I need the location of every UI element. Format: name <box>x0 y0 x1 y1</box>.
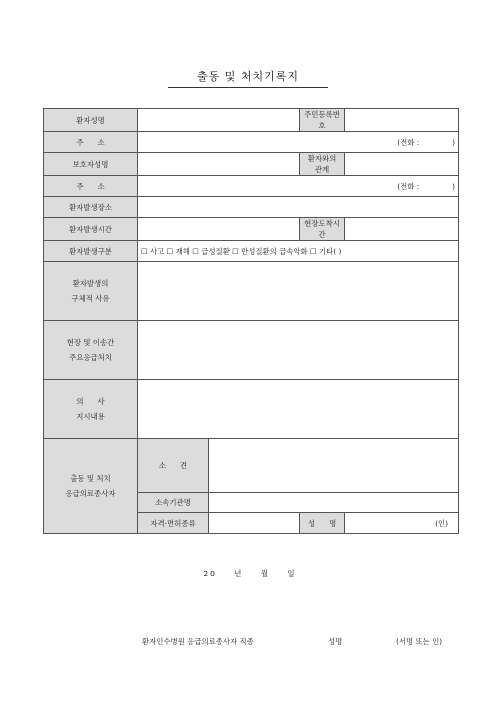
sign-or-seal-label: (서명 또는 인) <box>396 637 443 646</box>
label-staff-line2: 응급의료종사자 <box>65 489 116 498</box>
occur-type-options[interactable]: ☐ 사고 ☐ 재해 ☐ 급성질환 ☐ 만성질환의 급속악화 ☐ 기타( ) <box>138 241 459 262</box>
label-doctor <box>44 380 138 439</box>
input-first-aid[interactable] <box>138 321 459 380</box>
label-affiliation: 소속기관명 <box>138 493 209 513</box>
record-form-table <box>43 108 459 534</box>
label-first-aid-line1: 현장 및 이송간 <box>66 338 115 347</box>
row-address-2 <box>44 176 459 197</box>
row-occur-time <box>44 218 459 241</box>
input-resident-no[interactable] <box>345 109 459 132</box>
label-opinion-text: 소 견 <box>158 461 188 470</box>
label-first-aid <box>44 321 138 380</box>
phone-label: (전화 : ) <box>397 137 456 147</box>
label-occur-place: 환자발생장소 <box>44 197 138 218</box>
label-resident-no: 주민등록번호 <box>300 109 345 132</box>
receiver-label: 환자인수병원 응급의료종사자 직종 <box>142 637 254 646</box>
sign-name-label: 성명 <box>328 637 343 646</box>
label-address-2-text: 주 소 <box>76 181 105 191</box>
row-doctor <box>44 380 459 439</box>
input-name[interactable] <box>345 513 459 534</box>
input-occur-time[interactable] <box>138 218 300 241</box>
label-doctor-line1: 의 사 <box>76 397 105 406</box>
row-address <box>44 132 459 153</box>
label-cause-line2: 구체적 사유 <box>71 294 110 303</box>
row-staff-opinion <box>44 439 459 493</box>
label-opinion <box>138 439 209 493</box>
label-staff-line1: 출동 및 처치 <box>70 474 111 483</box>
label-doctor-line2: 지시내용 <box>76 412 105 421</box>
input-arrival-time[interactable] <box>345 218 459 241</box>
phone-label-2: (전화 : ) <box>397 181 456 191</box>
input-affiliation[interactable] <box>209 493 459 513</box>
label-address <box>44 132 138 153</box>
row-cause <box>44 262 459 321</box>
row-patient-name <box>44 109 459 132</box>
label-staff <box>44 439 138 534</box>
input-relation[interactable] <box>345 153 459 176</box>
label-guardian-name: 보호자성명 <box>44 153 138 176</box>
row-first-aid <box>44 321 459 380</box>
row-guardian <box>44 153 459 176</box>
label-license-type: 자격·면허종류 <box>138 513 209 534</box>
label-name <box>300 513 345 534</box>
input-license-type[interactable] <box>209 513 300 534</box>
row-occur-place <box>44 197 459 218</box>
input-doctor[interactable] <box>138 380 459 439</box>
input-cause[interactable] <box>138 262 459 321</box>
label-relation: 환자와의 관계 <box>300 153 345 176</box>
label-occur-time: 환자발생시간 <box>44 218 138 241</box>
label-name-text: 성 명 <box>307 518 337 528</box>
input-occur-place[interactable] <box>138 197 459 218</box>
input-address[interactable] <box>138 132 459 153</box>
date-line: 20 년 월 일 <box>203 569 297 578</box>
label-first-aid-line2: 주요응급처치 <box>69 353 112 362</box>
page-title: 출동 및 처치기록지 <box>196 70 299 83</box>
row-occur-type <box>44 241 459 262</box>
input-address-2[interactable] <box>138 176 459 197</box>
label-occur-type: 환자발생구분 <box>44 241 138 262</box>
title-underline <box>168 87 328 88</box>
label-cause-line1: 환자발생의 <box>72 279 109 288</box>
label-address-2 <box>44 176 138 197</box>
input-opinion[interactable] <box>209 439 459 493</box>
label-cause <box>44 262 138 321</box>
input-guardian-name[interactable] <box>138 153 300 176</box>
label-arrival-time: 현장도착시간 <box>300 218 345 241</box>
seal-mark: (인) <box>435 518 449 528</box>
input-patient-name[interactable] <box>138 109 300 132</box>
label-address-text: 주 소 <box>76 137 105 147</box>
label-patient-name: 환자성명 <box>44 109 138 132</box>
